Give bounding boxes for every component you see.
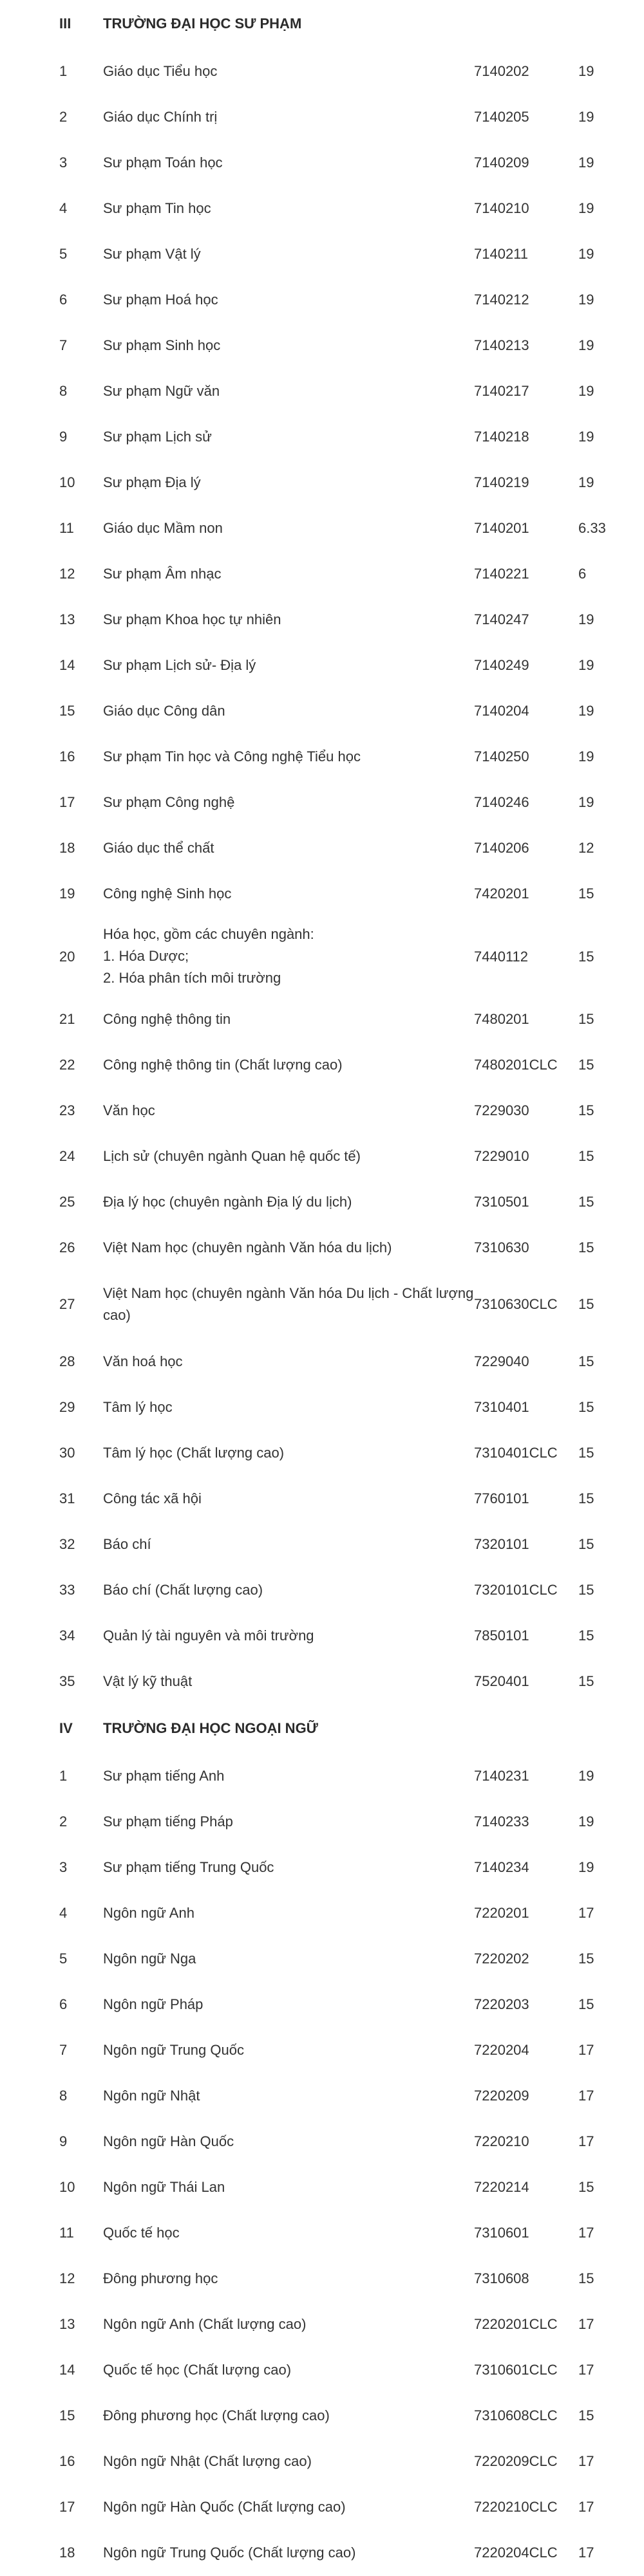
- row-number: 7: [59, 2042, 68, 2058]
- section-title: TRƯỜNG ĐẠI HỌC NGOẠI NGỮ: [103, 1720, 318, 1736]
- table-row: [0, 2165, 644, 2210]
- major-code: 7140221: [474, 566, 529, 582]
- min-score: 15: [578, 1353, 594, 1369]
- major-name: Tâm lý học: [103, 1399, 173, 1415]
- major-name: Công nghệ thông tin (Chất lượng cao): [103, 1057, 343, 1073]
- min-score: 15: [578, 1536, 594, 1552]
- min-score: 15: [578, 1399, 594, 1415]
- major-code: 7310630CLC: [474, 1296, 558, 1312]
- table-row: [0, 1271, 644, 1339]
- min-score: 19: [578, 1859, 594, 1875]
- min-score: 15: [578, 1996, 594, 2012]
- table-row: [0, 2393, 644, 2439]
- table-row: [0, 2530, 644, 2576]
- major-code: 7140247: [474, 611, 529, 627]
- major-code: 7310608: [474, 2270, 529, 2286]
- row-number: 35: [59, 1673, 75, 1689]
- major-name: [103, 923, 477, 989]
- table-row: [0, 414, 644, 460]
- min-score: 6: [578, 566, 587, 582]
- min-score: 12: [578, 840, 594, 856]
- row-number: 34: [59, 1627, 75, 1644]
- table-row: [0, 597, 644, 643]
- min-score: 19: [578, 246, 594, 262]
- major-name: Sư phạm Tin học và Công nghệ Tiểu học: [103, 748, 361, 764]
- major-name: Sư phạm Âm nhạc: [103, 566, 222, 582]
- major-name: Văn học: [103, 1102, 155, 1118]
- row-number: 4: [59, 200, 68, 216]
- major-code: 7310501: [474, 1194, 529, 1210]
- major-name: Công tác xã hội: [103, 1490, 202, 1506]
- table-row: [0, 1522, 644, 1568]
- major-code: 7140206: [474, 840, 529, 856]
- row-number: 25: [59, 1194, 75, 1210]
- major-name: Ngôn ngữ Anh (Chất lượng cao): [103, 2316, 307, 2332]
- row-number: 19: [59, 885, 75, 902]
- row-number: 15: [59, 703, 75, 719]
- major-name: Công nghệ Sinh học: [103, 885, 232, 902]
- table-row: [0, 734, 644, 780]
- major-name-line: Hóa học, gồm các chuyên ngành:: [103, 926, 314, 942]
- table-row: [0, 826, 644, 871]
- row-number: 10: [59, 2179, 75, 2195]
- table-row: [0, 369, 644, 414]
- major-code: 7480201CLC: [474, 1057, 558, 1073]
- major-name: Sư phạm Lịch sử- Địa lý: [103, 657, 256, 673]
- table-row: [0, 1134, 644, 1180]
- major-name: Sư phạm Công nghệ: [103, 794, 235, 810]
- major-code: 7320101: [474, 1536, 529, 1552]
- row-number: 18: [59, 840, 75, 856]
- row-number: 12: [59, 2270, 75, 2286]
- major-code: 7760101: [474, 1490, 529, 1506]
- major-name: Ngôn ngữ Nga: [103, 1951, 196, 1967]
- major-name: Sư phạm tiếng Pháp: [103, 1813, 233, 1830]
- table-row: [0, 917, 644, 997]
- row-number: 30: [59, 1445, 75, 1461]
- min-score: 19: [578, 474, 594, 490]
- row-number: 14: [59, 2362, 75, 2378]
- row-number: 1: [59, 63, 68, 79]
- major-code: 7140234: [474, 1859, 529, 1875]
- major-name: Sư phạm Hoá học: [103, 292, 218, 308]
- major-name: Sư phạm Tin học: [103, 200, 211, 216]
- major-code: 7140209: [474, 154, 529, 171]
- row-number: 18: [59, 2544, 75, 2561]
- row-number: 12: [59, 566, 75, 582]
- table-row: [0, 1799, 644, 1845]
- table-row: [0, 323, 644, 369]
- min-score: 15: [578, 1057, 594, 1073]
- min-score: 15: [578, 949, 594, 965]
- major-name: Giáo dục Tiểu học: [103, 63, 218, 79]
- major-name: Địa lý học (chuyên ngành Địa lý du lịch): [103, 1194, 352, 1210]
- min-score: 15: [578, 1102, 594, 1118]
- major-code: 7520401: [474, 1673, 529, 1689]
- min-score: 19: [578, 154, 594, 171]
- table-row: [0, 1936, 644, 1982]
- table-row: [0, 1613, 644, 1659]
- major-code: 7140212: [474, 292, 529, 308]
- major-code: 7310608CLC: [474, 2407, 558, 2423]
- major-code: 7310601CLC: [474, 2362, 558, 2378]
- row-number: 22: [59, 1057, 75, 1073]
- major-code: 7140250: [474, 748, 529, 764]
- row-number: 2: [59, 109, 68, 125]
- major-name: Đông phương học: [103, 2270, 218, 2286]
- min-score: 19: [578, 794, 594, 810]
- table-row: [0, 232, 644, 277]
- major-code: 7140204: [474, 703, 529, 719]
- min-score: 19: [578, 1813, 594, 1830]
- min-score: 19: [578, 200, 594, 216]
- major-name: Ngôn ngữ Nhật (Chất lượng cao): [103, 2453, 312, 2469]
- major-code: 7480201: [474, 1011, 529, 1027]
- major-name: Sư phạm tiếng Trung Quốc: [103, 1859, 274, 1875]
- major-name: Quốc tế học: [103, 2225, 180, 2241]
- table-row: [0, 1180, 644, 1225]
- section-title: TRƯỜNG ĐẠI HỌC SƯ PHẠM: [103, 15, 302, 32]
- table-row: [0, 643, 644, 689]
- major-code: 7140219: [474, 474, 529, 490]
- major-name-line: Việt Nam học (chuyên ngành Văn hóa Du lịch - Chất lượng: [103, 1285, 474, 1301]
- table-row: [0, 997, 644, 1042]
- min-score: 19: [578, 611, 594, 627]
- major-code: 7140213: [474, 337, 529, 353]
- row-number: 6: [59, 292, 68, 308]
- major-name: Ngôn ngữ Anh: [103, 1905, 194, 1921]
- row-number: 16: [59, 2453, 75, 2469]
- row-number: 1: [59, 1768, 68, 1784]
- major-code: 7220204: [474, 2042, 529, 2058]
- row-number: 9: [59, 2133, 68, 2149]
- table-row: [0, 1431, 644, 1476]
- table-row: [0, 1225, 644, 1271]
- row-number: 31: [59, 1490, 75, 1506]
- major-code: 7220201CLC: [474, 2316, 558, 2332]
- major-name: Công nghệ thông tin: [103, 1011, 231, 1027]
- major-code: 7140202: [474, 63, 529, 79]
- major-name: Giáo dục Chính trị: [103, 109, 218, 125]
- major-code: 7220209: [474, 2088, 529, 2104]
- min-score: 15: [578, 1627, 594, 1644]
- table-row: [0, 780, 644, 826]
- major-code: 7220201: [474, 1905, 529, 1921]
- major-name: Tâm lý học (Chất lượng cao): [103, 1445, 285, 1461]
- major-name: Báo chí: [103, 1536, 151, 1552]
- major-name: Văn hoá học: [103, 1353, 183, 1369]
- table-row: [0, 2302, 644, 2348]
- major-name: Sư phạm Sinh học: [103, 337, 221, 353]
- major-name: Đông phương học (Chất lượng cao): [103, 2407, 330, 2423]
- table-row: [0, 2348, 644, 2393]
- section-header: [0, 0, 644, 49]
- min-score: 15: [578, 1490, 594, 1506]
- major-code: 7310630: [474, 1239, 529, 1256]
- min-score: 17: [578, 2544, 594, 2561]
- major-code: 7220204CLC: [474, 2544, 558, 2561]
- min-score: 19: [578, 109, 594, 125]
- table-row: [0, 2028, 644, 2073]
- major-code: 7310401CLC: [474, 1445, 558, 1461]
- row-number: 15: [59, 2407, 75, 2423]
- major-code: 7229010: [474, 1148, 529, 1164]
- major-code: 7220210: [474, 2133, 529, 2149]
- major-code: 7440112: [474, 949, 529, 965]
- table-row: [0, 871, 644, 917]
- table-row: [0, 1754, 644, 1799]
- min-score: 15: [578, 1239, 594, 1256]
- major-name: Ngôn ngữ Hàn Quốc: [103, 2133, 234, 2149]
- major-code: 7140218: [474, 429, 529, 445]
- min-score: 15: [578, 1673, 594, 1689]
- major-name: Lịch sử (chuyên ngành Quan hệ quốc tế): [103, 1148, 361, 1164]
- table-row: [0, 186, 644, 232]
- major-code: 7140217: [474, 383, 529, 399]
- major-name: Vật lý kỹ thuật: [103, 1673, 193, 1689]
- row-number: 3: [59, 1859, 68, 1875]
- min-score: 15: [578, 2407, 594, 2423]
- major-code: 7220202: [474, 1951, 529, 1967]
- major-code: 7220209CLC: [474, 2453, 558, 2469]
- major-name: Ngôn ngữ Hàn Quốc (Chất lượng cao): [103, 2499, 346, 2515]
- major-code: 7320101CLC: [474, 1582, 558, 1598]
- major-name: Sư phạm Toán học: [103, 154, 223, 171]
- table-row: [0, 1659, 644, 1705]
- row-number: 27: [59, 1296, 75, 1312]
- min-score: 17: [578, 2133, 594, 2149]
- row-number: 26: [59, 1239, 75, 1256]
- table-row: [0, 689, 644, 734]
- row-number: 14: [59, 657, 75, 673]
- major-code: 7420201: [474, 885, 529, 902]
- min-score: 17: [578, 2088, 594, 2104]
- table-row: [0, 1088, 644, 1134]
- table-row: [0, 1891, 644, 1936]
- row-number: 11: [59, 2225, 74, 2241]
- min-score: 17: [578, 2499, 594, 2515]
- major-code: 7220203: [474, 1996, 529, 2012]
- table-row: [0, 2210, 644, 2256]
- major-name: Sư phạm Lịch sử: [103, 429, 212, 445]
- table-row: [0, 277, 644, 323]
- min-score: 17: [578, 2316, 594, 2332]
- row-number: 24: [59, 1148, 75, 1164]
- table-row: [0, 2439, 644, 2485]
- min-score: 15: [578, 1582, 594, 1598]
- min-score: 15: [578, 1296, 594, 1312]
- major-code: 7220214: [474, 2179, 529, 2195]
- major-name: Sư phạm Khoa học tự nhiên: [103, 611, 281, 627]
- table-row: [0, 140, 644, 186]
- row-number: 28: [59, 1353, 75, 1369]
- min-score: 19: [578, 657, 594, 673]
- major-name: [103, 1283, 477, 1326]
- table-row: [0, 1982, 644, 2028]
- min-score: 19: [578, 383, 594, 399]
- min-score: 17: [578, 2362, 594, 2378]
- min-score: 19: [578, 1768, 594, 1784]
- row-number: 3: [59, 154, 68, 171]
- major-code: 7140246: [474, 794, 529, 810]
- table-row: [0, 2119, 644, 2165]
- row-number: 23: [59, 1102, 75, 1118]
- major-name: Giáo dục Mầm non: [103, 520, 223, 536]
- major-name: Sư phạm Địa lý: [103, 474, 201, 490]
- min-score: 6.33: [578, 520, 606, 536]
- row-number: 2: [59, 1813, 68, 1830]
- min-score: 15: [578, 1445, 594, 1461]
- major-code: 7140201: [474, 520, 529, 536]
- section-number: III: [59, 15, 71, 32]
- row-number: 13: [59, 2316, 75, 2332]
- row-number: 17: [59, 794, 75, 810]
- major-name: Báo chí (Chất lượng cao): [103, 1582, 263, 1598]
- min-score: 17: [578, 2042, 594, 2058]
- major-name: Ngôn ngữ Thái Lan: [103, 2179, 225, 2195]
- row-number: 8: [59, 383, 68, 399]
- major-name-line: cao): [103, 1307, 131, 1323]
- major-code: 7850101: [474, 1627, 529, 1644]
- major-name: Quốc tế học (Chất lượng cao): [103, 2362, 292, 2378]
- major-name: Quản lý tài nguyên và môi trường: [103, 1627, 314, 1644]
- min-score: 19: [578, 748, 594, 764]
- min-score: 15: [578, 2179, 594, 2195]
- row-number: 11: [59, 520, 74, 536]
- major-code: 7229030: [474, 1102, 529, 1118]
- major-name: Ngôn ngữ Trung Quốc: [103, 2042, 244, 2058]
- row-number: 17: [59, 2499, 75, 2515]
- min-score: 17: [578, 2225, 594, 2241]
- major-code: 7229040: [474, 1353, 529, 1369]
- table-row: [0, 506, 644, 551]
- table-row: [0, 2485, 644, 2530]
- major-name: Việt Nam học (chuyên ngành Văn hóa du lịch): [103, 1239, 392, 1256]
- table-row: [0, 1568, 644, 1613]
- table-row: [0, 1042, 644, 1088]
- row-number: 20: [59, 949, 75, 965]
- min-score: 19: [578, 63, 594, 79]
- row-number: 7: [59, 337, 68, 353]
- min-score: 19: [578, 292, 594, 308]
- table-row: [0, 1476, 644, 1522]
- row-number: 29: [59, 1399, 75, 1415]
- major-name: Ngôn ngữ Nhật: [103, 2088, 200, 2104]
- major-name: Sư phạm tiếng Anh: [103, 1768, 225, 1784]
- major-code: 7310601: [474, 2225, 529, 2241]
- major-name: Ngôn ngữ Pháp: [103, 1996, 204, 2012]
- row-number: 4: [59, 1905, 68, 1921]
- section-header: [0, 1705, 644, 1754]
- major-name: Sư phạm Vật lý: [103, 246, 201, 262]
- min-score: 15: [578, 1951, 594, 1967]
- table-row: [0, 1339, 644, 1385]
- major-name: Giáo dục thể chất: [103, 840, 214, 856]
- major-name: Giáo dục Công dân: [103, 703, 225, 719]
- row-number: 32: [59, 1536, 75, 1552]
- min-score: 15: [578, 1148, 594, 1164]
- row-number: 6: [59, 1996, 68, 2012]
- major-code: 7140205: [474, 109, 529, 125]
- min-score: 15: [578, 2270, 594, 2286]
- min-score: 15: [578, 1011, 594, 1027]
- table-row: [0, 1845, 644, 1891]
- table-row: [0, 460, 644, 506]
- major-code: 7220210CLC: [474, 2499, 558, 2515]
- row-number: 33: [59, 1582, 75, 1598]
- table-row: [0, 1385, 644, 1431]
- major-name-line: 1. Hóa Dược;: [103, 948, 189, 964]
- row-number: 10: [59, 474, 75, 490]
- min-score: 15: [578, 1194, 594, 1210]
- min-score: 19: [578, 703, 594, 719]
- row-number: 5: [59, 246, 68, 262]
- min-score: 15: [578, 885, 594, 902]
- table-row: [0, 95, 644, 140]
- row-number: 8: [59, 2088, 68, 2104]
- row-number: 16: [59, 748, 75, 764]
- min-score: 17: [578, 1905, 594, 1921]
- major-name: Ngôn ngữ Trung Quốc (Chất lượng cao): [103, 2544, 356, 2561]
- major-code: 7140231: [474, 1768, 529, 1784]
- major-name-line: 2. Hóa phân tích môi trường: [103, 970, 281, 986]
- major-code: 7140233: [474, 1813, 529, 1830]
- table-row: [0, 2256, 644, 2302]
- table-row: [0, 551, 644, 597]
- min-score: 17: [578, 2453, 594, 2469]
- row-number: 21: [59, 1011, 75, 1027]
- major-name: Sư phạm Ngữ văn: [103, 383, 220, 399]
- min-score: 19: [578, 337, 594, 353]
- major-code: 7140249: [474, 657, 529, 673]
- row-number: 13: [59, 611, 75, 627]
- table-row: [0, 2073, 644, 2119]
- major-code: 7140211: [474, 246, 529, 262]
- min-score: 19: [578, 429, 594, 445]
- major-code: 7310401: [474, 1399, 529, 1415]
- major-code: 7140210: [474, 200, 529, 216]
- row-number: 5: [59, 1951, 68, 1967]
- row-number: 9: [59, 429, 68, 445]
- section-number: IV: [59, 1720, 73, 1736]
- table-row: [0, 49, 644, 95]
